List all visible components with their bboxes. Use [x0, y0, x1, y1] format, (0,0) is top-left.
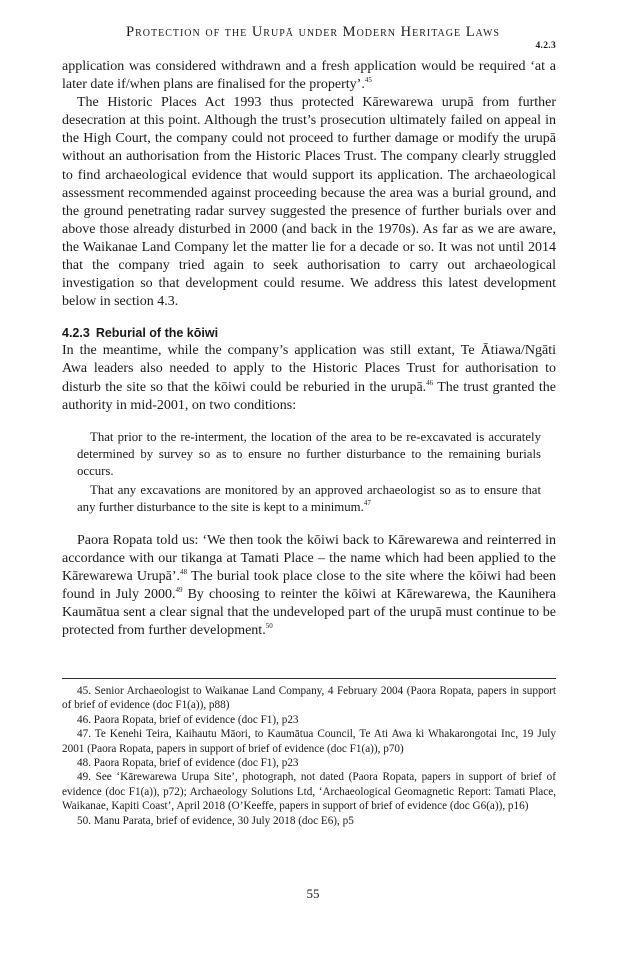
footnote-45: 45. Senior Archaeologist to Waikanae Land Company, 4 February 2004 (Paora Ropata, papers in support of brief of evidence (doc F1(a)), p88): [62, 685, 556, 712]
footnotes: [62, 684, 556, 828]
paragraph-1-text: application was considered withdrawn and a fresh application would be required ‘at a later date if/when plans are finalised for the property’.: [62, 59, 556, 93]
paragraph-3: [62, 342, 556, 414]
body-text: [62, 58, 556, 640]
paragraph-4-text-a: Paora Ropata told us: ‘We then took the kōiwi back to Kārewarewa and reinterred in accordance with our tikanga at Tamati Place – the name which had been applied to the Kārewarewa Urupā’.: [62, 532, 556, 584]
footnote-ref-48[interactable]: 48: [180, 567, 188, 576]
subheading-number: 4.2.3: [62, 326, 90, 341]
paragraph-3-text-b: The trust granted the authority in mid-2001, on two conditions:: [62, 379, 556, 413]
footnote-47: 47. Te Kenehi Teira, Kaihautu Māori, to Kaumātua Council, Te Ati Awa ki Whakarongotai Inc, 19 July 2001 (Paora Ropata, papers in support of brief of evidence (doc F1(a)), p70): [62, 728, 556, 755]
subheading: [62, 325, 556, 342]
footnote-48: 48. Paora Ropata, brief of evidence (doc F1), p23: [77, 757, 299, 770]
footnote-ref-47[interactable]: 47: [363, 498, 371, 507]
quote-condition-1: That prior to the re-interment, the location of the area to be re-excavated is accurately determined by survey so as to ensure no further disturbance to the remaining burials occurs.: [77, 429, 541, 478]
paragraph-2: The Historic Places Act 1993 thus protected Kārewarewa urupā from further desecration at this point. Although the trust’s prosecution ultimately failed on appeal in the High Court, the company could not proceed to further damage or modify the urupā without an authorisation from the Historic Places Trust. The company clearly struggled to find archaeological evidence that would support its application. The archaeological assessment recommended against proceeding because the area was a burial ground, and the ground penetrating radar survey suggested the presence of further burials over and above those already disturbed in 2000 (and back in the 1970s). As far as we are aware, the Waikanae Land Company let the matter lie for a decade or so. It was not until 2014 that the company tried again to seek authorisation to carry out archaeological investigation so that development could resume. We address this latest development below in section 4.3.: [62, 95, 556, 310]
paragraph-3-text-a: In the meantime, while the company’s application was still extant, Te Ātiawa/Ngāti Awa leaders also needed to apply to the Historic Places Trust for authorisation to disturb the site so that the kōiwi could be reburied in the urupā.: [62, 343, 556, 395]
footnote-ref-50[interactable]: 50: [265, 622, 273, 631]
footnote-46: 46. Paora Ropata, brief of evidence (doc F1), p23: [77, 713, 299, 726]
quote-condition-2: [77, 482, 541, 516]
block-quote: [77, 429, 541, 516]
subheading-title: Reburial of the kōiwi: [95, 326, 219, 341]
paragraph-4-text-c: By choosing to reinter the kōiwi at Kārewarewa, the Kaunihera Kaumātua sent a clear signal that the undeveloped part of the urupā must continue to be protected from further development.: [62, 586, 557, 639]
footnote-rule: [62, 678, 556, 679]
footnote-50: 50. Manu Parata, brief of evidence, 30 July 2018 (doc E6), p5: [77, 814, 354, 827]
footnote-ref-45[interactable]: 45: [364, 76, 372, 85]
paragraph-1: [62, 58, 556, 94]
footnote-49: 49. See ‘Kārewarewa Urupa Site’, photograph, not dated (Paora Ropata, papers in support of brief of evidence (doc F1(a)), p72); Archaeology Solutions Ltd, ‘Archaeological Geomagnetic Report: Tamati Place, Waikanae, Kapiti Coast’, April 2018 (O’Keeffe, papers in support of brief of evidence (doc G6(a)), p16): [62, 771, 556, 813]
paragraph-4-text-b: The burial took place close to the site where the kōiwi had been found in July 2000.: [62, 568, 557, 602]
paragraph-4: [62, 532, 556, 641]
quote-condition-2-text: That any excavations are monitored by an approved archaeologist so as to ensure that any further disturbance to the site is kept to a minimum.: [77, 482, 541, 514]
running-head: Protection of the Urupā under Modern Heritage Laws: [126, 24, 500, 40]
section-tag: 4.2.3: [535, 41, 556, 51]
footnote-ref-46[interactable]: 46: [426, 378, 434, 387]
footnote-ref-49[interactable]: 49: [175, 585, 183, 594]
page-number: 55: [306, 886, 320, 901]
